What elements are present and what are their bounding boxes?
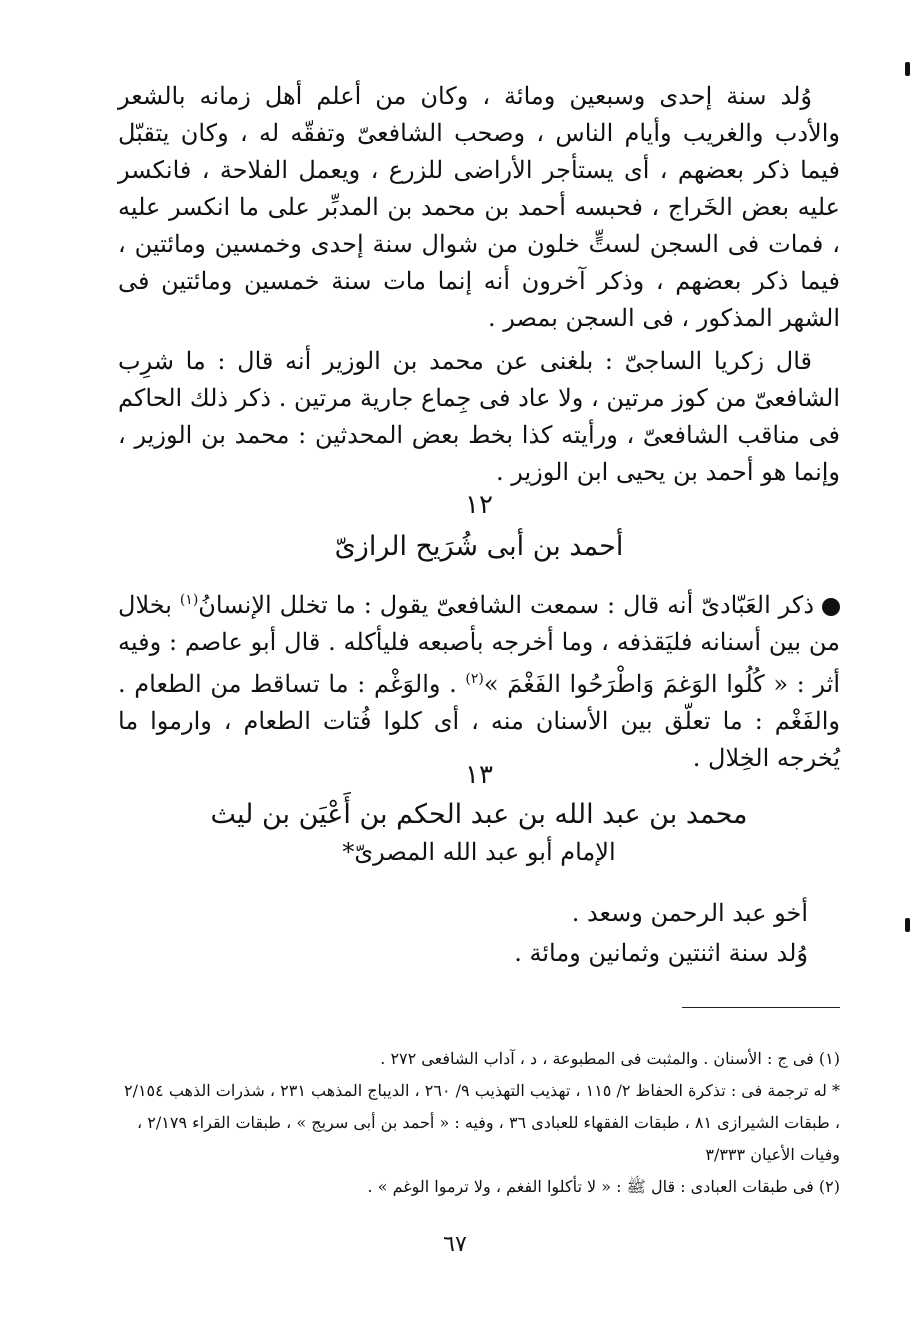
edge-mark-top: [905, 62, 910, 76]
entry-13-line-brother: أخو عبد الرحمن وسعد .: [571, 899, 808, 927]
entry-12-title: أحمد بن أبى شُرَيح الرازىّ: [334, 531, 624, 562]
footnote-star: * له ترجمة فى : تذكرة الحفاظ ٢/ ١١٥ ، تهذيب التهذيب ٩/ ٢٦٠ ، الديباج المذهب ٢٣١ ، شذرات الذهب ٢/١٥٤ ، طبقات الشيرازى ٨١ ، طبقات الفقهاء للعبادى ٣٦ ، وفيه : « أحمد بن أبى سريج » ، طبقات القراء ٢/١٧٩ ، وفيات الأعيان ٣/٣٣٣: [123, 1081, 840, 1164]
paragraph-saji: قال زكريا الساجىّ : بلغنى عن محمد بن الوزير أنه قال : ما شرِب الشافعىّ من كوز مرتين ، ولا عاد فى جِماع جارية مرتين . ذكر ذلك الحاكم فى مناقب الشافعىّ ، ورأيته كذا بخط بعض المحدثين : محمد بن الوزير ، وإنما هو أحمد بن يحيى ابن الوزير .: [118, 347, 840, 486]
bullet-icon: [822, 598, 840, 616]
page-number: ٦٧: [443, 1232, 467, 1257]
edge-mark-bottom: [905, 918, 910, 932]
top-text-block: [118, 78, 840, 491]
footnote-ref-2: (٢): [465, 671, 484, 687]
entry-12-number: ١٢: [465, 490, 493, 520]
entry-13-title: محمد بن عبد الله بن عبد الحكم بن أَعْيَن بن ليث: [210, 799, 748, 830]
entry-13-subtitle: الإمام أبو عبد الله المصرىّ*: [342, 838, 616, 866]
entry-13-lines: [118, 893, 808, 973]
footnotes: [118, 1043, 840, 1203]
paragraph-birth: وُلد سنة إحدى وسبعين ومائة ، وكان من أعلم أهل زمانه بالشعر والأدب والغريب وأيام الناس ، وصحب الشافعىّ وتفقّه له ، وكان يتقبّل فيما ذكر بعضهم ، أى يستأجر الأراضى للزرع ، ويعمل الفلاحة ، فانكسر عليه بعض الخَراج ، فحبسه أحمد بن محمد بن المدبِّر على ما انكسر عليه ، فمات فى السجن لستٍّ خلون من شوال سنة إحدى وخمسين ومائتين ، فيما ذكر بعضهم ، وذكر آخرون أنه إنما مات سنة خمسين ومائتين فى الشهر المذكور ، فى السجن بمصر .: [118, 82, 841, 332]
footnote-ref-1: (١): [179, 592, 199, 608]
entry-12-paragraph: ذكر العَبّادىّ أنه قال : سمعت الشافعىّ يقول : ما تخلل الإنسانُ$^{(١)}$ بخلال من بين أسنانه فليَقذفه ، وما أخرجه بأصبعه فليأكله . قال أبو عاصم : وفيه أثر : « كُلُوا الوَغمَ وَاطْرَحُوا الفَغْمَ »$^{(٢)}$ . والوَغْم : ما تساقط من الطعام . والفَغْم : ما تعلّق بين الأسنان منه ، أى كلوا فُتات الطعام ، وارموا ما يُخرجه الخِلال .: [118, 591, 841, 772]
footnote-separator: [682, 1007, 840, 1008]
footnote-2: (٢) فى طبقات العبادى : قال ﷺ : « لا تأكلوا الفغم ، ولا ترموا الوغم » .: [367, 1177, 840, 1196]
entry-13-number: ١٣: [465, 760, 493, 790]
entry-12-text: [118, 582, 840, 777]
footnote-1: (١) فى ج : الأسنان . والمثبت فى المطبوعة ، د ، آداب الشافعى ٢٧٢ .: [380, 1049, 840, 1068]
entry-13-line-birth: وُلد سنة اثنتين وثمانين ومائة .: [514, 939, 808, 967]
